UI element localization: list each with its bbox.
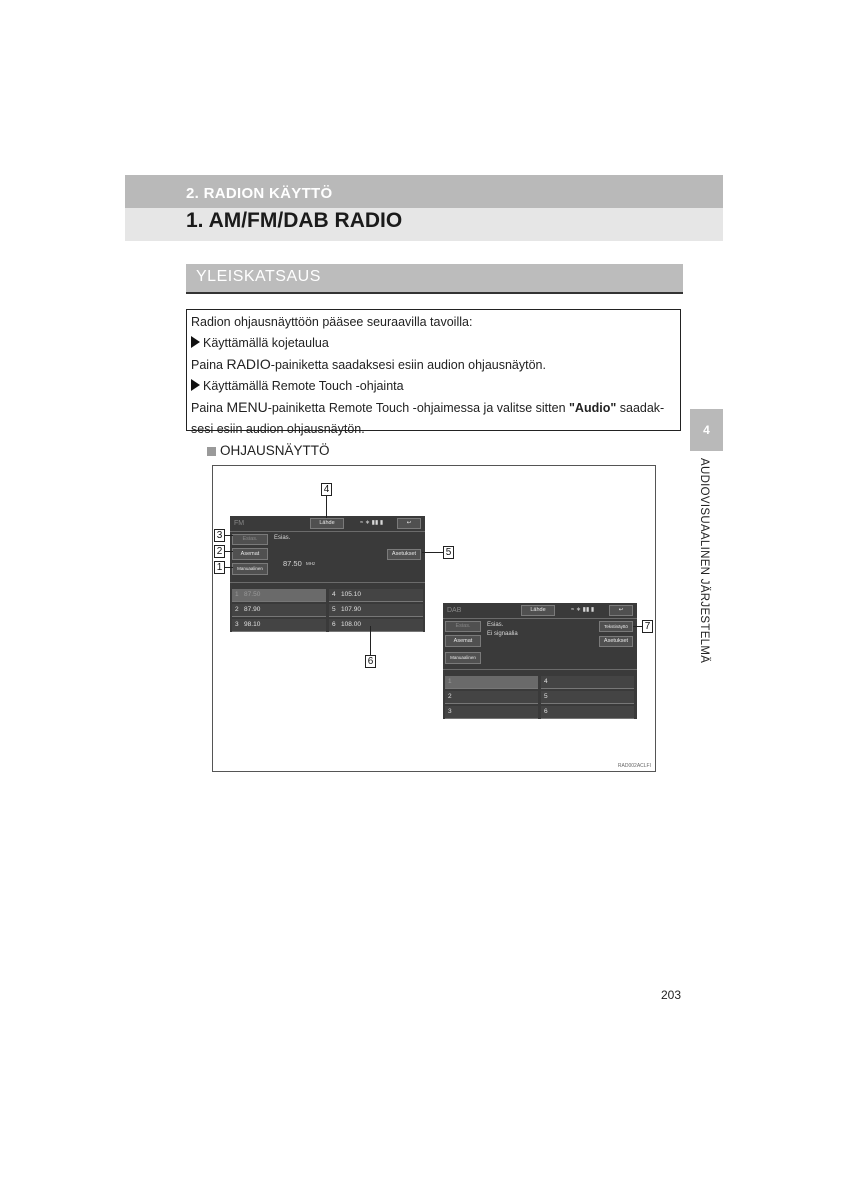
page-number: 203 bbox=[661, 988, 682, 1002]
dab-screen bbox=[443, 603, 637, 719]
dab-source-button[interactable]: Lähde bbox=[521, 605, 555, 616]
dab-preset-cell[interactable]: 1 bbox=[445, 676, 538, 689]
leader-line bbox=[633, 626, 642, 627]
fm-preset-cell[interactable]: 1 87.50 bbox=[232, 589, 326, 602]
callout-4: 4 bbox=[321, 483, 332, 496]
leader-line bbox=[422, 552, 443, 553]
intro-line: Paina MENU-painiketta Remote Touch -ohjaimessa ja valitse sitten "Audio" saadak- bbox=[191, 399, 665, 415]
fm-source-button[interactable]: Lähde bbox=[310, 518, 344, 529]
intro-bullet: Käyttämällä Remote Touch -ohjainta bbox=[191, 376, 676, 397]
fm-preset-cell[interactable]: 2 87.90 bbox=[232, 604, 326, 617]
dab-mode-label: DAB bbox=[447, 607, 462, 614]
chapter-side-label: AUDIOVISUAALINEN JÄRJESTELMÄ bbox=[698, 458, 710, 664]
leader-line bbox=[225, 551, 233, 552]
screen-figure bbox=[212, 465, 656, 772]
fm-back-button[interactable] bbox=[397, 518, 421, 529]
fm-preset-cell[interactable]: 3 98.10 bbox=[232, 619, 326, 632]
fm-preset-cell[interactable]: 6 108.00 bbox=[329, 619, 423, 632]
back-arrow-icon: ↩ bbox=[406, 520, 412, 526]
intro-line: Paina RADIO-painiketta saadaksesi esiin audion ohjausnäytön. bbox=[191, 356, 546, 372]
leader-line bbox=[370, 626, 371, 655]
dab-preset-cell[interactable]: 6 bbox=[541, 706, 634, 719]
dab-manual-button[interactable]: Manuaalinen bbox=[445, 652, 481, 664]
dab-preset-label: Esias. bbox=[487, 622, 504, 628]
dab-status-icons: ≈ ∗ ▮▮ ▮ bbox=[571, 607, 595, 613]
dab-preset-button[interactable]: Esias. bbox=[445, 621, 481, 632]
dab-info-button[interactable]: Tekstinäyttö bbox=[599, 621, 633, 632]
chapter-tab: 4 bbox=[690, 409, 723, 451]
overview-title: YLEISKATSAUS bbox=[196, 268, 321, 285]
fm-preset-cell[interactable]: 5 107.90 bbox=[329, 604, 423, 617]
callout-7: 7 bbox=[642, 620, 653, 633]
fm-mode-label: FM bbox=[234, 520, 245, 527]
fm-stations-button[interactable]: Asemat bbox=[232, 548, 268, 560]
intro-line: sesi esiin audion ohjausnäytön. bbox=[191, 422, 365, 436]
fm-settings-button[interactable]: Asetukset bbox=[387, 549, 421, 560]
dab-preset-cell[interactable]: 5 bbox=[541, 691, 634, 704]
fm-manual-button[interactable]: Manuaalinen bbox=[232, 563, 268, 575]
leader-line bbox=[225, 567, 233, 568]
fm-preset-cell[interactable]: 4 105.10 bbox=[329, 589, 423, 602]
callout-2: 2 bbox=[214, 545, 225, 558]
chapter-title: 2. RADION KÄYTTÖ bbox=[186, 185, 333, 202]
radio-keyword: RADIO bbox=[226, 356, 271, 372]
intro-box bbox=[186, 309, 681, 436]
callout-3: 3 bbox=[214, 529, 225, 542]
leader-line bbox=[225, 535, 233, 536]
dab-preset-cell[interactable]: 3 bbox=[445, 706, 538, 719]
dab-preset-cell[interactable]: 2 bbox=[445, 691, 538, 704]
back-arrow-icon: ↩ bbox=[618, 607, 624, 613]
dab-preset-cell[interactable]: 4 bbox=[541, 676, 634, 689]
fm-frequency: 87.50 bbox=[283, 559, 302, 568]
audio-keyword: "Audio" bbox=[569, 401, 617, 415]
callout-5: 5 bbox=[443, 546, 454, 559]
menu-keyword: MENU bbox=[226, 399, 268, 415]
fm-status-icons: ≈ ∗ ▮▮ ▮ bbox=[360, 520, 384, 526]
triangle-bullet-icon bbox=[191, 379, 200, 391]
square-bullet-icon bbox=[207, 447, 216, 456]
dab-back-button[interactable] bbox=[609, 605, 633, 616]
fm-unit: MHz bbox=[306, 561, 316, 566]
intro-line: Radion ohjausnäyttöön pääsee seuraavilla tavoilla: bbox=[191, 315, 473, 329]
intro-bullet: Käyttämällä kojetaulua bbox=[191, 333, 676, 354]
leader-line bbox=[326, 496, 327, 518]
fm-preset-button[interactable]: Esias. bbox=[232, 534, 268, 545]
subheading: OHJAUSNÄYTTÖ bbox=[220, 443, 330, 458]
callout-6: 6 bbox=[365, 655, 376, 668]
dab-no-signal: Ei signaalia bbox=[487, 631, 518, 637]
triangle-bullet-icon bbox=[191, 336, 200, 348]
callout-1: 1 bbox=[214, 561, 225, 574]
dab-stations-button[interactable]: Asemat bbox=[445, 635, 481, 647]
section-title: 1. AM/FM/DAB RADIO bbox=[186, 209, 403, 232]
figure-code: RAD002ACLFI bbox=[617, 763, 651, 769]
fm-screen bbox=[230, 516, 425, 632]
fm-preset-label: Esias. bbox=[274, 535, 291, 541]
dab-settings-button[interactable]: Asetukset bbox=[599, 636, 633, 647]
